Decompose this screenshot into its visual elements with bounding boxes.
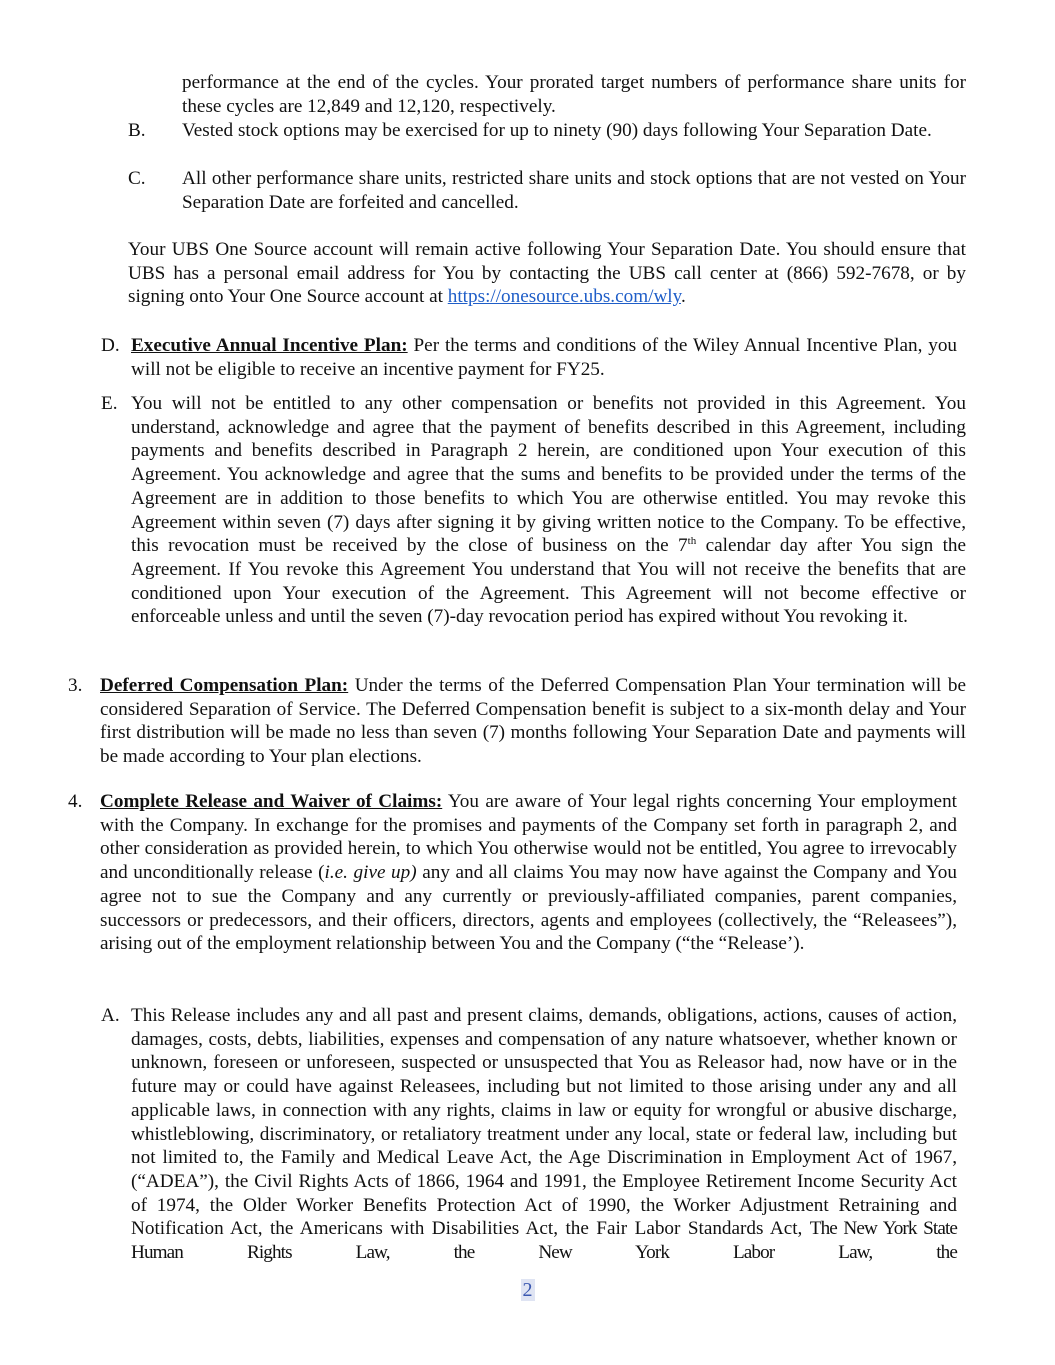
ubs-paragraph: [128, 238, 966, 309]
page-number-value: 2: [522, 1279, 533, 1301]
ubs-period: .: [681, 286, 686, 308]
section-4a-text: This Release includes any and all past and present claims, demands, obligations, actions, causes of action, damages, costs, debts, liabilities, expenses and compensation of any nature whatsoever, whether known or unknown, foreseen or unforeseen, suspected or unsuspected that You as Releasor had, now have or in the future may or could have against Releasees, including but not limited to those arising under any and all applicable laws, in connection with any rights, claims in law or equity for wrongful or abusive discharge, whistleblowing, discriminatory, or retaliatory treatment under any local, state or federal law, including but not limited to, the Family and Medical Leave Act, the Age Discrimination in Employment Act of 1967, (“ADEA”), the Civil Rights Acts of 1866, 1964 and 1991, the Employee Retirement Income Security Act of 1974, the Older Worker Benefits Protection Act of 1990, the Worker Adjustment Retraining and Notification Act, the Americans with Disabilities Act, the Fair Labor Standards Act,: [131, 1005, 957, 1240]
section-4-text-1: You are aware of Your legal rights concerning Your employment with the Company. In exchange for the promises and payments of the Company set forth in paragraph 2, and other consideration as provided herein, to which You otherwise would not be entitled, You agree to irrevocably and unconditionally release (: [100, 791, 957, 884]
item-e-superscript: th: [687, 535, 697, 548]
item-d-heading: Executive Annual Incentive Plan:: [131, 335, 408, 356]
item-e-label: E.: [101, 393, 118, 414]
onesource-link[interactable]: https://onesource.ubs.com/wly: [447, 286, 681, 308]
continuation-paragraph: performance at the end of the cycles. Your prorated target numbers of performance share units for these cycles are 12,849 and 12,120, respectively.: [182, 72, 966, 117]
item-c-label: C.: [128, 168, 146, 189]
section-4a-label: A.: [101, 1005, 120, 1026]
section-4a-tail: The New York State Human Rights Law, the New York Labor Law, the: [131, 1218, 957, 1264]
section-4-heading: Complete Release and Waiver of Claims:: [100, 791, 443, 812]
section-3-paragraph: [100, 674, 966, 769]
section-4-italic: i.e. give up): [324, 862, 417, 884]
item-d-paragraph: [131, 334, 957, 381]
item-e-text-1: You will not be entitled to any other compensation or benefits not provided in this Agreement. You understand, acknowledge and agree that the payment of benefits described in this Agreement, including payments and benefits described in Paragraph 2 herein, are conditioned upon Your execution of this Agreement. You acknowledge and agree that the sums and benefits to be provided under the terms of the Agreement are in addition to those benefits to which You are otherwise entitled. You may revoke this Agreement within seven (7) days after signing it by giving written notice to the Company. To be effective, this revocation must be received by the close of business on the 7: [131, 393, 966, 557]
section-4a-paragraph: [131, 1004, 957, 1265]
item-b-label: B.: [128, 120, 146, 141]
section-4-text-2: any and all claims You may now have against the Company and You agree not to sue the Company and any currently or previously-affiliated companies, parent companies, successors or predecessors, and their officers, directors, agents and employees (collectively, the “Releasees”), arising out of the employment relationship between You and the Company (“the “Release’).: [100, 862, 957, 955]
item-d-text: Per the terms and conditions of the Wiley Annual Incentive Plan, you will not be eligible to receive an incentive payment for FY25.: [131, 335, 958, 380]
page-number: [0, 1279, 1055, 1303]
item-e-paragraph: [131, 392, 966, 629]
section-3-label: 3.: [68, 675, 83, 696]
item-e-text-2: calendar day after You sign the Agreement. If You revoke this Agreement You understand that You will not receive the benefits that are conditioned upon Your execution of the Agreement. This Agreement will not become effective or enforceable unless and until the seven (7)-day revocation period has expired without You revoking it.: [131, 535, 967, 628]
section-4-label: 4.: [68, 791, 83, 812]
section-3-heading: Deferred Compensation Plan:: [100, 675, 349, 696]
section-3-text: Under the terms of the Deferred Compensation Plan Your termination will be considered Separation of Service. The Deferred Compensation benefit is subject to a six-month delay and Your first distribution will be made no less than seven (7) months following Your Separation Date and payments will be made according to Your plan elections.: [100, 675, 966, 768]
item-d-label: D.: [101, 335, 120, 356]
ubs-text: Your UBS One Source account will remain active following Your Separation Date. You should ensure that UBS has a personal email address for You by contacting the UBS call center at (866) 592-7678, or by signing onto Your One Source account at: [128, 239, 966, 308]
item-c-text: All other performance share units, restricted share units and stock options that are not vested on Your Separation Date are forfeited and cancelled.: [182, 168, 966, 213]
section-4-paragraph: [100, 790, 957, 956]
item-b-text: Vested stock options may be exercised for up to ninety (90) days following Your Separation Date.: [182, 120, 932, 141]
